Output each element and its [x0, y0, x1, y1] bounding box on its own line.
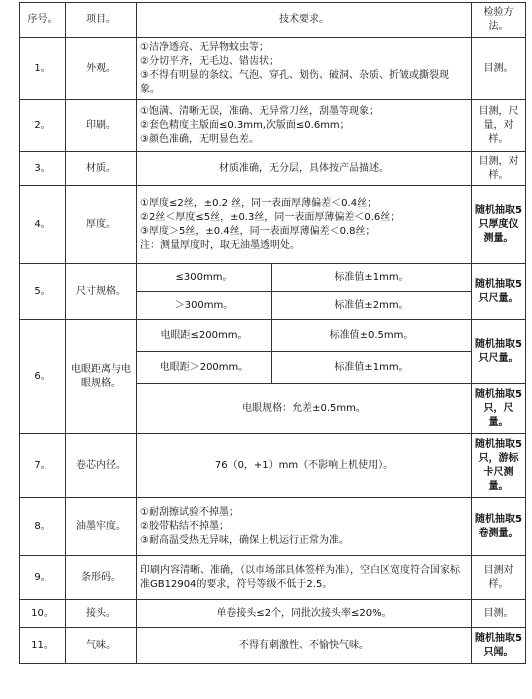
row-item: 气味。	[66, 628, 137, 664]
requirement-line: ①洁净透亮、无异物蚊虫等；	[140, 41, 269, 53]
row-number: 9。	[20, 556, 66, 600]
row-requirement: 76（0，+1）mm（不影响上机使用）。	[137, 434, 472, 498]
table-row	[20, 38, 526, 100]
header-item: 项目。	[66, 3, 137, 38]
row-requirement: 材质准确，无分层，具体按产品描述。	[137, 152, 472, 186]
requirement-note: 注：测量厚度时，取无油墨透明处。	[140, 239, 300, 251]
table-row	[20, 434, 526, 498]
row-number: 4。	[20, 186, 66, 264]
row-requirement	[137, 498, 472, 556]
row-requirement	[137, 100, 472, 152]
row-number: 6。	[20, 320, 66, 434]
table-row	[20, 600, 526, 628]
row-requirement: 单卷接头≤2个，同批次接头率≤20%。	[137, 600, 472, 628]
row-item: 外观。	[66, 38, 137, 100]
row-requirement	[137, 186, 472, 264]
size-condition: ≤300mm。	[137, 264, 272, 292]
row-method: 目测。	[472, 600, 526, 628]
row-item: 材质。	[66, 152, 137, 186]
row-item: 卷芯内径。	[66, 434, 137, 498]
row-item: 尺寸规格。	[66, 264, 137, 320]
row-method: 目测，尺量，对样。	[472, 100, 526, 152]
row-item: 接头。	[66, 600, 137, 628]
table-row	[20, 556, 526, 600]
requirement-line: ②2丝＜厚度≤5丝，±0.3丝，同一表面厚薄偏差＜0.6丝；	[140, 211, 401, 223]
row-item: 印刷。	[66, 100, 137, 152]
eye-distance-condition: 电眼距≤200mm。	[137, 320, 272, 352]
row-method: 随机抽取5卷测量。	[472, 498, 526, 556]
row-number: 5。	[20, 264, 66, 320]
row-method: 随机抽取5只，游标卡尺测量。	[472, 434, 526, 498]
row-method: 随机抽取5只尺量。	[472, 320, 526, 384]
header-no: 序号。	[20, 3, 66, 38]
requirement-line: ②套色精度主版面≤0.3mm,次版面≤0.6mm；	[140, 119, 350, 131]
requirement-line: ③不得有明显的条纹、气泡、穿孔、划伤、破洞、杂质、折皱或撕裂现象。	[140, 69, 449, 95]
size-tolerance: 标准值±2mm。	[272, 292, 472, 320]
header-row	[20, 3, 526, 38]
table-row	[20, 498, 526, 556]
row-item: 电眼距离与电眼规格。	[66, 320, 137, 434]
spec-table	[19, 2, 526, 664]
row-requirement	[137, 38, 472, 100]
row-requirement: 不得有刺激性、不愉快气味。	[137, 628, 472, 664]
row-item: 厚度。	[66, 186, 137, 264]
requirement-line: ①饱满、清晰无误，准确、无异常刀丝，刮墨等现象；	[140, 105, 379, 117]
requirement-line: ①厚度≤2丝，±0.2 丝，同一表面厚薄偏差＜0.4丝；	[140, 197, 378, 209]
table-row	[20, 152, 526, 186]
header-requirement: 技术要求。	[137, 3, 472, 38]
row-number: 1。	[20, 38, 66, 100]
eye-spec: 电眼规格：允差±0.5mm。	[137, 384, 472, 434]
row-requirement: 印刷内容清晰、准确，（以市场部具体签样为准），空白区宽度符合国家标准GB12904的要求，符号等级不低于2.5。	[137, 556, 472, 600]
table-row	[20, 628, 526, 664]
row-number: 3。	[20, 152, 66, 186]
requirement-line: ③颜色准确，无明显色差。	[140, 133, 259, 145]
row-number: 7。	[20, 434, 66, 498]
size-tolerance: 标准值±1mm。	[272, 264, 472, 292]
requirement-line: ③耐高温受热无异味，确保上机运行正常为准。	[140, 534, 349, 546]
requirement-line: ②胶带粘结不掉墨；	[140, 520, 229, 532]
row-number: 10。	[20, 600, 66, 628]
row-item: 油墨牢度。	[66, 498, 137, 556]
row-number: 8。	[20, 498, 66, 556]
row-number: 2。	[20, 100, 66, 152]
row-method: 随机抽取5只，尺量。	[472, 384, 526, 434]
row-number: 11。	[20, 628, 66, 664]
table-row	[20, 264, 526, 292]
row-method: 随机抽取5只尺量。	[472, 264, 526, 320]
row-method: 目测，对样。	[472, 152, 526, 186]
requirement-line: ①耐刮擦试验不掉墨；	[140, 506, 239, 518]
row-method: 随机抽取5只闻。	[472, 628, 526, 664]
row-item: 条形码。	[66, 556, 137, 600]
requirement-line: ③厚度＞5丝，±0.4丝，同一表面厚薄偏差＜0.8丝；	[140, 225, 376, 237]
eye-distance-tolerance: 标准值±0.5mm。	[272, 320, 472, 352]
table-row	[20, 100, 526, 152]
eye-distance-condition: 电眼距＞200mm。	[137, 352, 272, 384]
row-method: 随机抽取5只厚度仪测量。	[472, 186, 526, 264]
row-method: 目测。	[472, 38, 526, 100]
header-method: 检验方法。	[472, 3, 526, 38]
table-row	[20, 186, 526, 264]
table-row	[20, 320, 526, 352]
eye-distance-tolerance: 标准值±1mm。	[272, 352, 472, 384]
row-method: 目测对样。	[472, 556, 526, 600]
size-condition: ＞300mm。	[137, 292, 272, 320]
requirement-line: ②分切平齐，无毛边、错齿状；	[140, 55, 279, 67]
